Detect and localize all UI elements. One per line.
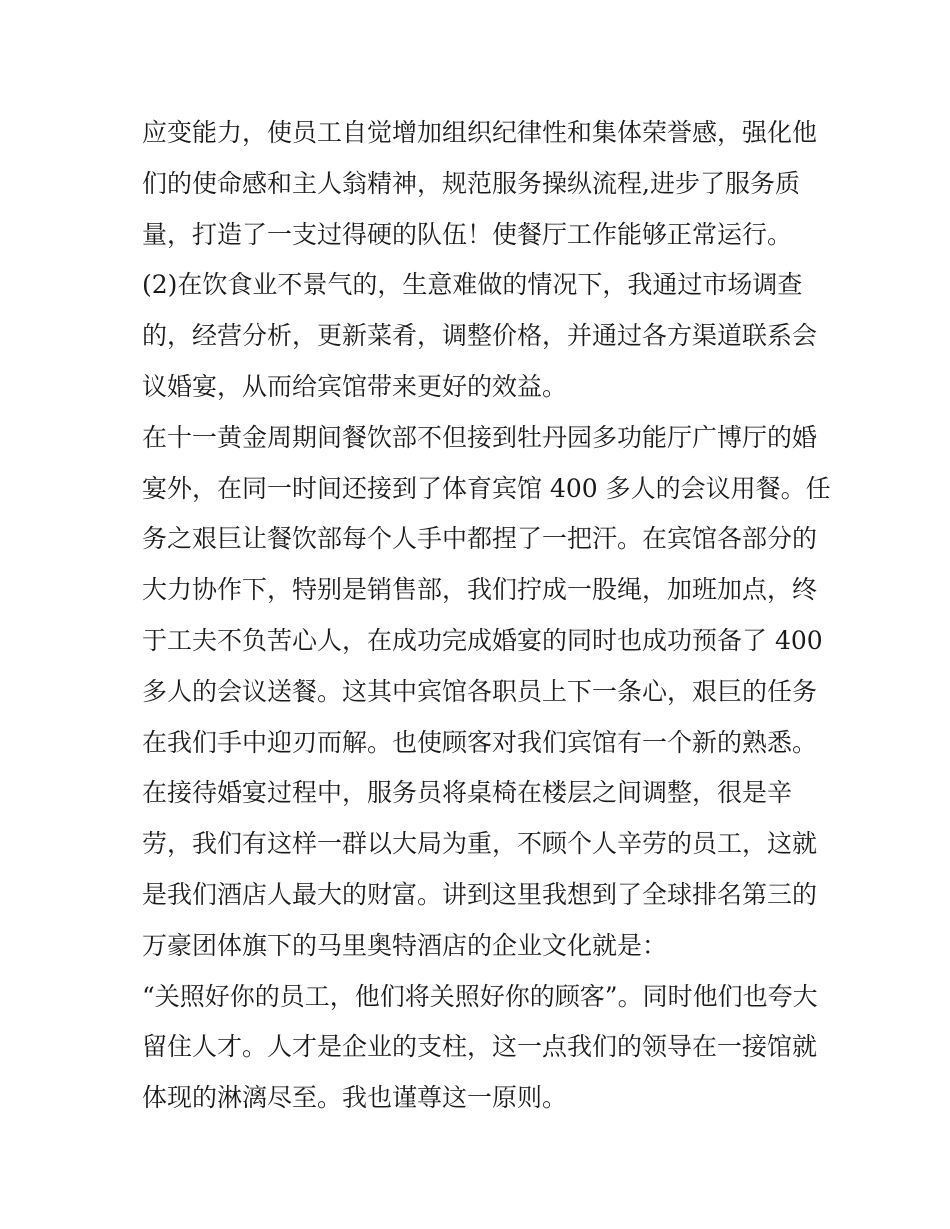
- text-line: 在十一黄金周期间餐饮部不但接到牡丹园多功能厅广博厅的婚: [142, 422, 818, 452]
- text-line: (2)在饮食业不景气的，生意难做的情况下，我通过市场调查: [142, 270, 803, 300]
- text-line: 量，打造了一支过得硬的队伍！使餐厅工作能够正常运行。: [142, 219, 793, 249]
- text-line: 于工夫不负苦心人，在成功完成婚宴的同时也成功预备了 400: [142, 625, 823, 655]
- text-line: 是我们酒店人最大的财富。讲到这里我想到了全球排名第三的: [142, 879, 818, 909]
- text-line: 大力协作下，特别是销售部，我们拧成一股绳，加班加点，终: [142, 575, 818, 605]
- text-line: 体现的淋漓尽至。我也谨尊这一原则。: [142, 1083, 568, 1113]
- text-line: 万豪团体旗下的马里奥特酒店的企业文化就是：: [142, 930, 668, 960]
- text-line: 在接待婚宴过程中，服务员将桌椅在楼层之间调整，很是辛: [142, 778, 793, 808]
- text-line: “关照好你的员工，他们将关照好你的顾客”。同时他们也夸大: [142, 981, 818, 1011]
- text-line: 劳，我们有这样一群以大局为重，不顾个人辛劳的员工，这就: [142, 829, 818, 859]
- text-line: 们的使命感和主人翁精神，规范服务操纵流程,进步了服务质: [142, 168, 800, 198]
- text-line: 宴外，在同一时间还接到了体育宾馆 400 多人的会议用餐。任: [142, 473, 831, 503]
- text-line: 议婚宴，从而给宾馆带来更好的效益。: [142, 371, 568, 401]
- text-line: 的，经营分析，更新菜肴，调整价格，并通过各方渠道联系会: [142, 321, 818, 351]
- text-line: 留住人才。人才是企业的支柱，这一点我们的领导在一接馆就: [142, 1032, 818, 1062]
- text-line: 务之艰巨让餐饮部每个人手中都捏了一把汗。在宾馆各部分的: [142, 524, 818, 554]
- text-line: 多人的会议送餐。这其中宾馆各职员上下一条心，艰巨的任务: [142, 676, 818, 706]
- document-body: [142, 108, 831, 1124]
- text-line: 应变能力，使员工自觉增加组织纪律性和集体荣誉感，强化他: [142, 118, 818, 147]
- text-line: 在我们手中迎刃而解。也使顾客对我们宾馆有一个新的熟悉。: [142, 727, 818, 757]
